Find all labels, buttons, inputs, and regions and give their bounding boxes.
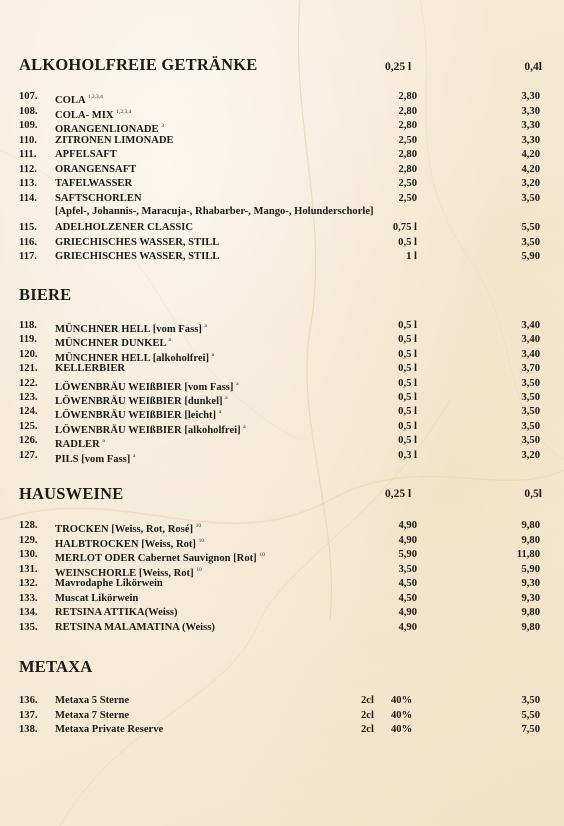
item-name: Muscat Likörwein [55, 592, 139, 604]
menu-item-row [0, 534, 564, 548]
item-alcohol: 40% [391, 724, 413, 735]
item-name: Metaxa 5 Sterne [55, 695, 130, 706]
item-price-small: 1 l [406, 251, 417, 262]
item-price-small: 2,50 [398, 134, 417, 146]
item-price-small: 0,5 l [398, 392, 417, 403]
item-price-large: 3,50 [521, 392, 540, 403]
menu-item-row [0, 723, 564, 737]
item-alcohol: 40% [391, 709, 413, 721]
item-number: 114. [19, 192, 37, 204]
menu-item-row [0, 348, 564, 362]
item-volume: 2cl [361, 695, 374, 706]
item-number: 127. [19, 449, 38, 461]
item-price-small: 2,80 [398, 120, 417, 131]
item-number: 107. [19, 91, 38, 102]
menu-item-row [0, 362, 564, 376]
allergen-note: a [204, 323, 207, 329]
menu-item-row [0, 377, 564, 391]
item-price-small: 2,50 [398, 178, 417, 189]
item-price-small: 0,5 l [398, 377, 417, 389]
menu-item-row [0, 449, 564, 463]
menu-item-row [0, 319, 564, 333]
item-price-large: 3,30 [521, 91, 540, 102]
item-price-small: 4,90 [398, 520, 417, 531]
item-price-large: 7,50 [521, 724, 540, 735]
item-volume: 2cl [361, 709, 374, 721]
item-price-large: 9,30 [521, 592, 540, 604]
allergen-note: a [211, 351, 215, 358]
item-number: 120. [19, 348, 38, 360]
item-name: KELLERBIER [55, 363, 126, 375]
item-price-large: 9,80 [521, 621, 540, 633]
item-name: SAFTSCHORLEN [55, 192, 142, 204]
allergen-note: 1,2,3,4 [116, 108, 132, 115]
item-name: RETSINA MALAMATINA (Weiss) [55, 621, 215, 633]
allergen-note: a [102, 438, 105, 445]
item-number: 108. [19, 105, 38, 117]
item-price-small: 0,5 l [398, 363, 417, 375]
item-name: LÖWENBRÄU WEIßBIER [alkoholfrei] $^a$ [55, 423, 246, 436]
menu-item-row [0, 420, 564, 434]
item-price-small: 5,90 [398, 549, 417, 560]
item-price-large: 9,80 [521, 520, 540, 531]
item-number: 109. [19, 120, 38, 131]
item-price-large: 3,30 [521, 120, 540, 131]
item-number: 110. [19, 134, 37, 146]
item-name: GRIECHISCHES WASSER, STILL [55, 251, 220, 262]
item-number: 125. [19, 420, 38, 432]
item-price-large: 3,50 [521, 420, 540, 432]
item-price-large: 3,40 [521, 320, 540, 331]
menu-item-row [0, 105, 564, 119]
item-volume: 2cl [361, 724, 374, 735]
item-price-large: 3,20 [521, 178, 540, 189]
item-name: LÖWENBRÄU WEIßBIER [dunkel] $^a$ [55, 395, 228, 407]
menu-item-row [0, 119, 564, 133]
item-number: 135. [19, 621, 38, 633]
saftschorlen-note: [Apfel-, Johannis-, Maracuja-, Rhabarber-, Mango-, Holunderschorle] [55, 206, 374, 217]
item-price-small: 2,80 [398, 149, 417, 160]
item-name: RETSINA ATTIKA(Weiss) [55, 607, 178, 618]
item-name: LÖWENBRÄU WEIßBIER [leicht] $^a$ [55, 409, 222, 422]
item-price-large: 3,30 [521, 105, 540, 117]
item-name: Metaxa 7 Sterne [55, 709, 130, 721]
item-price-large: 3,50 [521, 435, 540, 447]
item-name: MERLOT ODER Cabernet Sauvignon [Rot] $^{10}$ [55, 552, 265, 564]
item-name: ZITRONEN LIMONADE [55, 134, 174, 146]
item-number: 111. [19, 149, 37, 160]
item-price-small: 2,50 [398, 192, 417, 204]
item-number: 122. [19, 377, 38, 389]
item-price-large: 5,90 [521, 563, 540, 575]
item-price-large: 3,40 [521, 334, 540, 346]
item-price-large: 3,20 [521, 449, 540, 461]
item-name: MÜNCHNER DUNKEL $^a$ [55, 337, 172, 350]
item-name: APFELSAFT [55, 149, 117, 160]
item-name: LÖWENBRÄU WEIßBIER [vom Fass] $^a$ [55, 380, 239, 393]
menu-item-row [0, 621, 564, 635]
section-title-metaxa: METAXA [19, 657, 93, 676]
allergen-note: a [133, 452, 136, 459]
section-title-hausweine: HAUSWEINE [19, 484, 124, 503]
item-price-large: 5,90 [521, 251, 540, 262]
menu-item-row [0, 163, 564, 177]
item-name: GRIECHISCHES WASSER, STILL [55, 236, 220, 248]
allergen-note: a [236, 380, 239, 387]
item-price-large: 11,80 [516, 549, 540, 560]
item-name: MÜNCHNER HELL [vom Fass] $^a$ [55, 323, 207, 335]
item-number: 119. [19, 334, 37, 346]
item-price-small: 0,5 l [398, 348, 417, 360]
item-number: 113. [19, 178, 37, 189]
column-header-large: 0,4l [524, 61, 542, 73]
item-number: 115. [19, 222, 37, 233]
item-price-large: 9,80 [521, 534, 540, 546]
allergen-note: 1,2,3,4 [87, 94, 103, 100]
item-number: 118. [19, 320, 37, 331]
item-price-small: 0,5 l [398, 406, 417, 418]
menu-item-row [0, 563, 564, 577]
menu-item-row [0, 221, 564, 235]
item-name: HALBTROCKEN [Weiss, Rot] $^{10}$ [55, 537, 205, 550]
item-name: RADLER $^a$ [55, 438, 105, 451]
item-price-large: 4,20 [521, 149, 540, 160]
menu-item-row [0, 577, 564, 591]
item-price-large: 3,50 [521, 406, 540, 418]
item-name: COLA $^{1,2,3,4}$ [55, 94, 103, 106]
allergen-note: a [218, 409, 222, 416]
item-number: 128. [19, 520, 38, 531]
item-price-small: 4,50 [398, 592, 417, 604]
menu-item-row [0, 548, 564, 562]
column-header-small: 0,25 l [385, 488, 412, 500]
menu-item-row [0, 405, 564, 422]
item-price-large: 5,50 [521, 709, 540, 721]
section-title-alkoholfreie: ALKOHOLFREIE GETRÄNKE [19, 55, 258, 74]
menu-item-row [0, 709, 564, 723]
item-name: ORANGENLIONADE $^3$ [55, 123, 165, 135]
item-price-large: 3,50 [521, 695, 540, 706]
item-price-small: 0,5 l [398, 320, 417, 331]
menu-item-row [0, 192, 564, 206]
menu-item-row [0, 90, 564, 104]
item-price-small: 0,75 l [392, 222, 417, 233]
menu-item-row [0, 250, 564, 264]
menu-item-row [0, 177, 564, 191]
item-number: 137. [19, 709, 38, 721]
item-price-large: 3,40 [521, 348, 540, 360]
section-title-biere: BIERE [19, 285, 72, 304]
menu-item-row [0, 148, 564, 162]
menu-item-row [0, 391, 564, 405]
allergen-note: 10 [195, 523, 202, 529]
menu-item-row [0, 333, 564, 350]
item-price-large: 5,50 [521, 222, 540, 233]
item-number: 136. [19, 695, 38, 706]
item-number: 116. [19, 236, 37, 248]
item-name: WEINSCHORLE [Weiss, Rot] $^{10}$ [55, 566, 202, 579]
menu-item-row [0, 134, 564, 148]
item-price-small: 4,90 [398, 607, 417, 618]
item-price-large: 3,50 [521, 377, 540, 389]
item-name: ADELHOLZENER CLASSIC [55, 222, 194, 233]
item-number: 132. [19, 578, 38, 589]
allergen-note: 10 [196, 566, 202, 573]
menu-item-row [0, 606, 564, 620]
menu-item-row [0, 434, 564, 451]
item-name: PILS [vom Fass] $^a$ [55, 452, 136, 465]
allergen-note: 10 [198, 537, 205, 544]
allergen-note: a [225, 395, 228, 401]
column-header-small: 0,25 l [385, 61, 412, 73]
item-price-large: 9,80 [521, 607, 540, 618]
item-number: 131. [19, 563, 38, 575]
item-price-small: 0,3 l [398, 449, 417, 461]
item-price-large: 3,50 [521, 236, 540, 248]
item-number: 123. [19, 392, 38, 403]
item-number: 117. [19, 251, 37, 262]
item-number: 138. [19, 724, 38, 735]
item-number: 121. [19, 363, 38, 375]
item-name: COLA- MIX $^{1,2,3,4}$ [55, 108, 132, 121]
item-price-large: 3,30 [521, 134, 540, 146]
item-price-large: 4,20 [521, 163, 540, 175]
item-price-small: 0,5 l [398, 435, 417, 447]
allergen-note: a [168, 337, 172, 344]
menu-item-row [0, 519, 564, 533]
item-number: 134. [19, 607, 38, 618]
item-name: ORANGENSAFT [55, 163, 137, 175]
item-number: 126. [19, 435, 38, 447]
item-price-small: 0,5 l [398, 334, 417, 346]
item-price-small: 2,80 [398, 163, 417, 175]
item-name: TAFELWASSER [55, 178, 133, 189]
column-header-large: 0,5l [524, 488, 542, 500]
item-number: 133. [19, 592, 38, 604]
menu-item-row [0, 694, 564, 708]
item-name: TROCKEN [Weiss, Rot, Rosé] $^{10}$ [55, 523, 202, 535]
item-price-small: 0,5 l [398, 236, 417, 248]
item-name: Metaxa Private Reserve [55, 724, 164, 735]
item-price-small: 4,50 [398, 578, 417, 589]
allergen-note: 10 [259, 552, 265, 558]
item-price-large: 9,30 [521, 578, 540, 589]
item-price-small: 4,90 [398, 534, 417, 546]
item-name: MÜNCHNER HELL [alkoholfrei] $^a$ [55, 351, 215, 364]
item-price-small: 4,90 [398, 621, 417, 633]
allergen-note: 3 [161, 123, 165, 129]
item-number: 124. [19, 406, 38, 418]
item-number: 129. [19, 534, 38, 546]
allergen-note: a [243, 423, 246, 430]
item-price-small: 3,50 [398, 563, 417, 575]
item-number: 130. [19, 549, 38, 560]
item-price-small: 2,80 [398, 105, 417, 117]
menu-item-row [0, 236, 564, 250]
item-number: 112. [19, 163, 37, 175]
item-alcohol: 40% [391, 695, 413, 706]
item-name: Mavrodaphe Likörwein [55, 578, 163, 589]
item-price-large: 3,70 [521, 363, 540, 375]
item-price-small: 2,80 [398, 91, 417, 102]
item-price-small: 0,5 l [398, 420, 417, 432]
item-price-large: 3,50 [521, 192, 540, 204]
menu-item-row [0, 592, 564, 606]
